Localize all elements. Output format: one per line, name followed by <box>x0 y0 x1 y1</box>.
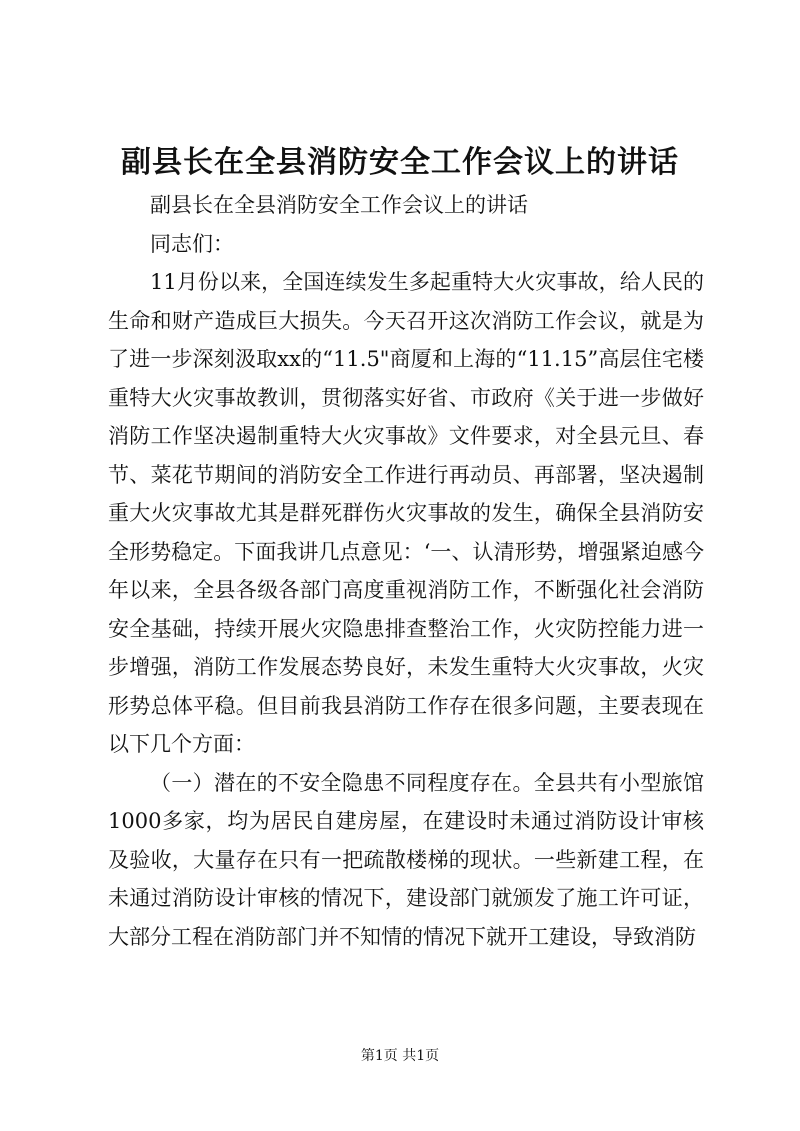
subtitle-paragraph: 副县长在全县消防安全工作会议上的讲话 <box>150 193 528 217</box>
document-title: 副县长在全县消防安全工作会议上的讲话 <box>121 145 679 180</box>
page-footer: 第1页 共1页 <box>360 1048 440 1064</box>
salutation-paragraph: 同志们： <box>150 231 234 256</box>
document-body <box>108 186 704 956</box>
body-paragraph: 11月份以来，全国连续发生多起重特大火灾事故，给人民的生命和财产造成巨大损失。今天召开这次消防工作会议，就是为了进一步深刻汲取xx的“11.5"商厦和上海的“11.15”高层住宅楼重特大火灾事故教训，贯彻落实好省、市政府《关于进一步做好消防工作坚决遏制重特大火灾事故》文件要求，对全县元旦、春节、菜花节期间的消防安全工作进行再动员、再部署，坚决遏制重大火灾事故尤其是群死群伤火灾事故的发生，确保全县消防安全形势稳定。下面我讲几点意见：‘一、认清形势，增强紧迫感今年以来，全县各级各部门高度重视消防工作，不断强化社会消防安全基础，持续开展火灾隐患排查整治工作，火灾防控能力进一步增强，消防工作发展态势良好，未发生重特大火灾事故，火灾形势总体平稳。但目前我县消防工作存在很多问题，主要表现在以下几个方面： <box>108 270 704 756</box>
body-paragraph: （一）潜在的不安全隐患不同程度存在。全县共有小型旅馆1000多家，均为居民自建房屋，在建设时未通过消防设计审核及验收，大量存在只有一把疏散楼梯的现状。一些新建工程，在未通过消防设计审核的情况下，建设部门就颁发了施工许可证，大部分工程在消防部门并不知情的情况下就开工建设，导致消防 <box>108 770 704 949</box>
